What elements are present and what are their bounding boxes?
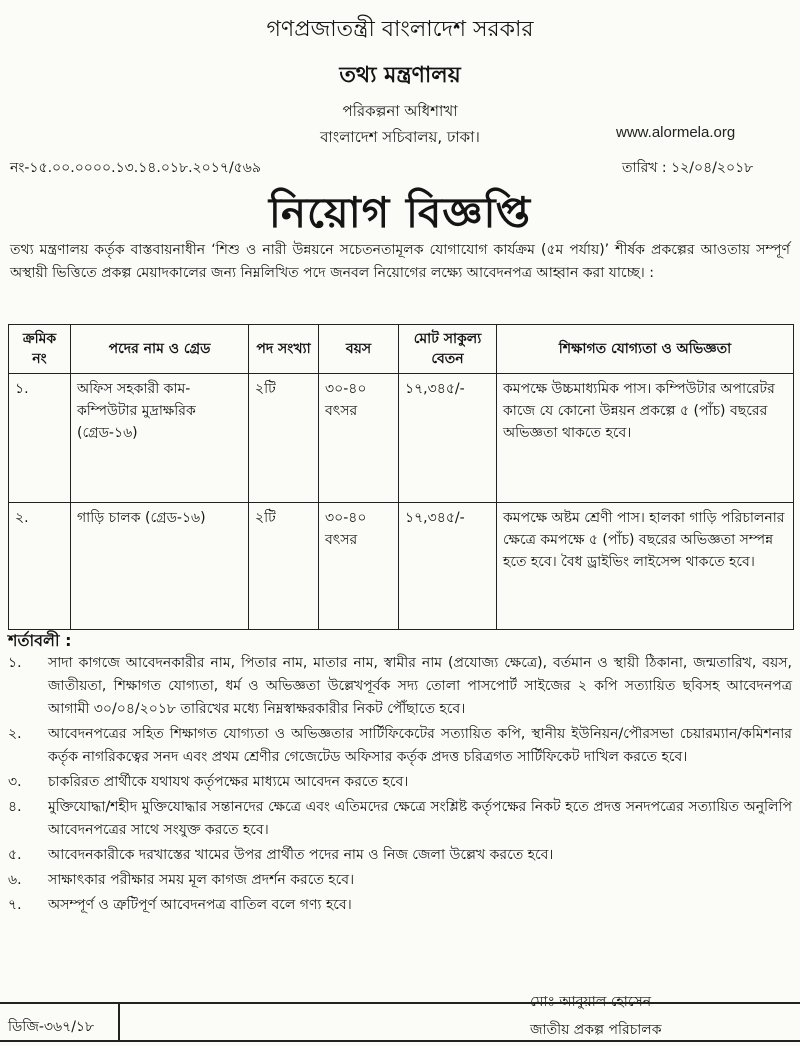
term-number: ৭. bbox=[8, 897, 22, 913]
header-serial: ক্রমিক নং bbox=[9, 325, 71, 374]
memo-date: তারিখ : ১২/০৪/২০১৮ bbox=[622, 160, 754, 176]
website-watermark: www.alormela.org bbox=[616, 124, 736, 141]
ministry-heading: তথ্য মন্ত্রণালয় bbox=[339, 63, 461, 88]
term-number: ৪. bbox=[8, 799, 22, 815]
cell-salary: ১৭,৩৪৫/- bbox=[399, 503, 497, 630]
reference-number: ডিজি-৩৬৭/১৮ bbox=[8, 1019, 95, 1035]
table-header-row bbox=[9, 325, 794, 374]
list-item bbox=[8, 723, 792, 769]
cell-salary: ১৭,৩৪৫/- bbox=[399, 374, 497, 503]
term-text: অসম্পূর্ণ ও ত্রুটিপূর্ণ আবেদনপত্র বাতিল বলে গণ্য হবে। bbox=[48, 897, 352, 913]
divider bbox=[118, 1002, 120, 1042]
terms-heading: শর্তাবলী : bbox=[8, 631, 72, 650]
cell-qualification: কমপক্ষে উচ্চমাধ্যমিক পাস। কম্পিউটার অপারেটর কাজে যে কোনো উন্নয়ন প্রকল্পে ৫ (পাঁচ) বছরের অভিজ্ঞতা থাকতে হবে। bbox=[497, 374, 794, 503]
wing-name: পরিকল্পনা অধিশাখা bbox=[342, 102, 458, 120]
list-item bbox=[8, 771, 792, 794]
header-salary: মোট সাকুল্য বেতন bbox=[399, 325, 497, 374]
list-item bbox=[8, 869, 792, 892]
term-text: আবেদনপত্রের সহিত শিক্ষাগত যোগ্যতা ও অভিজ্ঞতার সার্টিফিকেটের সত্যায়িত কপি, স্থানীয় ইউনিয়ন/পৌরসভা চেয়ারম্যান/কমিশনার কর্তৃক নাগরিকত্বের সনদ এবং প্রথম শ্রেণীর গেজেটেড অফিসার কর্তৃক প্রদত্ত চরিত্রগত সার্টিফিকেট দাখিল করতে হবে। bbox=[48, 726, 792, 765]
list-item bbox=[8, 796, 792, 842]
term-text: চাকরিরত প্রার্থীকে যথাযথ কর্তৃপক্ষের মাধ্যমে আবেদন করতে হবে। bbox=[48, 774, 409, 790]
cell-qualification: কমপক্ষে অষ্টম শ্রেণী পাস। হালকা গাড়ি পরিচালনার ক্ষেত্রে কমপক্ষে ৫ (পাঁচ) বছরের অভিজ্ঞতা সম্পন্ন হতে হবে। বৈধ ড্রাইভিং লাইসেন্স থাকতে হবে। bbox=[497, 503, 794, 630]
cell-serial: ২. bbox=[9, 503, 71, 630]
list-item bbox=[8, 652, 792, 721]
header-count: পদ সংখ্যা bbox=[249, 325, 319, 374]
table-row bbox=[9, 374, 794, 503]
header-qualification: শিক্ষাগত যোগ্যতা ও অভিজ্ঞতা bbox=[497, 325, 794, 374]
terms-list bbox=[8, 652, 792, 919]
term-text: সাদা কাগজে আবেদনকারীর নাম, পিতার নাম, মাতার নাম, স্বামীর নাম (প্রযোজ্য ক্ষেত্রে), বর্তমান ও স্থায়ী ঠিকানা, জন্মতারিখ, বয়স, জাতীয়তা, শিক্ষাগত যোগ্যতা, ধর্ম ও অভিজ্ঞতা উল্লেখপূর্বক সদ্য তোলা পাসপোর্ট সাইজের ২ কপি সত্যায়িত ছবিসহ আবেদনপত্র আগামী ৩০/০৪/২০১৮ তারিখের মধ্যে নিম্নস্বাক্ষরকারীর নিকট পৌঁছাতে হবে। bbox=[48, 655, 792, 717]
cell-age: ৩০-৪০ বৎসর bbox=[319, 374, 399, 503]
cell-post: অফিস সহকারী কাম-কম্পিউটার মুদ্রাক্ষরিক (গ্রেড-১৬) bbox=[71, 374, 249, 503]
term-text: মুক্তিযোদ্ধা/শহীদ মুক্তিযোদ্ধার সন্তানদের ক্ষেত্রে এবং এতিমদের ক্ষেত্রে সংশ্লিষ্ট কর্তৃপক্ষের নিকট হতে প্রদত্ত সনদপত্রের সত্যায়িত অনুলিপি আবেদনপত্রের সাথে সংযুক্ত করতে হবে। bbox=[48, 799, 792, 838]
divider bbox=[0, 1040, 800, 1042]
signatory-name: মোঃ আবুয়াল হোসেন bbox=[530, 994, 652, 1010]
term-number: ২. bbox=[8, 726, 22, 742]
term-number: ৬. bbox=[8, 872, 22, 888]
term-number: ১. bbox=[8, 655, 22, 671]
divider bbox=[0, 1002, 800, 1004]
table-row bbox=[9, 503, 794, 630]
cell-count: ২টি bbox=[249, 374, 319, 503]
government-heading: গণপ্রজাতন্ত্রী বাংলাদেশ সরকার bbox=[266, 17, 534, 42]
page-title: নিয়োগ বিজ্ঞপ্তি bbox=[268, 188, 532, 237]
signatory-title: জাতীয় প্রকল্প পরিচালক bbox=[530, 1022, 662, 1038]
intro-paragraph: তথ্য মন্ত্রণালয় কর্তৃক বাস্তবায়নাধীন ‘শিশু ও নারী উন্নয়নে সচেতনতামূলক যোগাযোগ কার্যক্রম (৫ম পর্যায়)’ শীর্ষক প্রকল্পের আওতায় সম্পূর্ণ অস্থায়ী ভিত্তিতে প্রকল্প মেয়াদকালের জন্য নিম্নলিখিত পদে জনবল নিয়োগের লক্ষ্যে আবেদনপত্র আহ্বান করা যাচ্ছে। : bbox=[10, 242, 790, 281]
cell-count: ২টি bbox=[249, 503, 319, 630]
memo-number: নং-১৫.০০.০০০০.১৩.১৪.০১৮.২০১৭/৫৬৯ bbox=[10, 160, 261, 176]
term-number: ৩. bbox=[8, 774, 22, 790]
term-text: সাক্ষাৎকার পরীক্ষার সময় মূল কাগজ প্রদর্শন করতে হবে। bbox=[48, 872, 355, 888]
cell-post: গাড়ি চালক (গ্রেড-১৬) bbox=[71, 503, 249, 630]
term-number: ৫. bbox=[8, 847, 22, 863]
list-item bbox=[8, 894, 792, 917]
list-item bbox=[8, 844, 792, 867]
header-age: বয়স bbox=[319, 325, 399, 374]
term-text: আবেদনকারীকে দরখাস্তের খামের উপর প্রার্থীত পদের নাম ও নিজ জেলা উল্লেখ করতে হবে। bbox=[48, 847, 554, 863]
vacancy-table bbox=[8, 324, 794, 630]
secretariat-address: বাংলাদেশ সচিবালয়, ঢাকা। bbox=[320, 128, 480, 146]
header-post: পদের নাম ও গ্রেড bbox=[71, 325, 249, 374]
cell-age: ৩০-৪০ বৎসর bbox=[319, 503, 399, 630]
cell-serial: ১. bbox=[9, 374, 71, 503]
